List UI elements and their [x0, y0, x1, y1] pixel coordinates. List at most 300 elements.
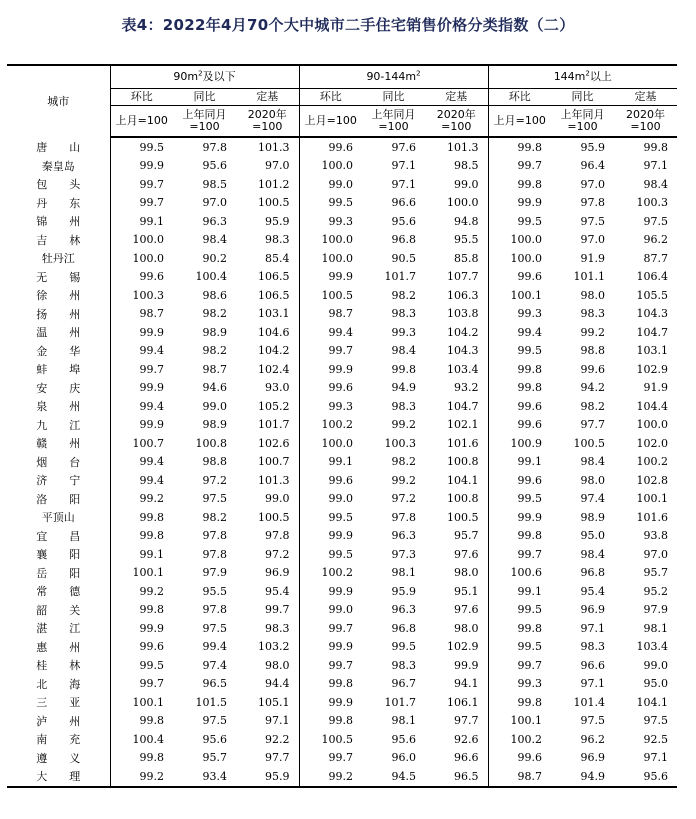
index-value: 97.8: [202, 603, 227, 617]
index-value: 106.5: [258, 270, 290, 284]
index-value: 91.9: [580, 251, 606, 265]
table-row: [7, 175, 677, 194]
index-value: 99.6: [488, 397, 551, 416]
index-value: 101.4: [573, 695, 606, 709]
index-value: 99.0: [643, 658, 669, 672]
city-name: 烟 台: [7, 453, 110, 472]
index-value: 99.7: [139, 677, 164, 691]
city-name: 三 亚: [7, 693, 110, 712]
index-value: 99.7: [265, 603, 290, 617]
index-value: 99.4: [139, 344, 164, 358]
index-value: 99.1: [488, 582, 551, 601]
index-value: 106.5: [258, 288, 290, 302]
index-value: 105.1: [258, 695, 290, 709]
index-value: 98.9: [202, 418, 227, 432]
index-value: 99.8: [643, 140, 669, 154]
index-value: 95.9: [236, 767, 299, 787]
index-value: 99.0: [299, 601, 362, 620]
index-value: 101.2: [258, 177, 290, 191]
index-value: 100.0: [488, 231, 551, 250]
index-value: 90.5: [391, 251, 416, 265]
table-title: 表4：2022年4月70个大中城市二手住宅销售价格分类指数（二）: [121, 16, 575, 34]
index-value: 100.8: [447, 492, 479, 506]
index-value: 101.3: [258, 473, 290, 487]
city-name: 惠 州: [7, 638, 110, 657]
index-value: 98.4: [580, 547, 606, 561]
table-row: [7, 508, 677, 527]
index-value: 97.2: [265, 547, 290, 561]
index-value: 99.3: [299, 397, 362, 416]
index-value: 98.4: [202, 233, 227, 247]
index-value: 99.2: [391, 418, 416, 432]
table-row: [7, 601, 677, 620]
index-value: 97.0: [580, 177, 606, 191]
index-value: 98.5: [454, 159, 479, 173]
index-value: 99.4: [202, 640, 227, 654]
index-value: 106.3: [447, 288, 479, 302]
index-value: 98.2: [202, 307, 227, 321]
index-value: 97.9: [202, 566, 227, 580]
table-row: [7, 286, 677, 305]
index-value: 107.7: [447, 270, 479, 284]
index-value: 106.1: [447, 695, 479, 709]
index-value: 99.9: [299, 527, 362, 546]
city-name: 襄 阳: [7, 545, 110, 564]
index-value: 102.0: [636, 436, 669, 450]
index-value: 99.7: [488, 157, 551, 176]
index-value: 100.2: [299, 564, 362, 583]
index-value: 95.5: [202, 584, 227, 598]
index-value: 98.1: [391, 714, 416, 728]
index-value: 95.1: [454, 584, 479, 598]
index-value: 99.7: [488, 545, 551, 564]
table-row: [7, 379, 677, 398]
index-value: 98.7: [299, 305, 362, 324]
index-value: 97.7: [454, 714, 479, 728]
index-value: 96.7: [391, 677, 416, 691]
index-value: 99.6: [299, 471, 362, 490]
index-value: 98.2: [202, 344, 227, 358]
index-value: 98.9: [580, 510, 606, 524]
index-value: 99.8: [139, 510, 164, 524]
index-value: 99.5: [488, 212, 551, 231]
index-value: 104.1: [447, 473, 479, 487]
index-value: 99.7: [299, 342, 362, 361]
index-value: 100.5: [258, 510, 290, 524]
index-value: 99.9: [139, 418, 164, 432]
index-value: 97.6: [391, 140, 416, 154]
index-value: 100.9: [488, 434, 551, 453]
city-name: 平顶山: [7, 508, 110, 527]
index-value: 96.0: [391, 751, 416, 765]
index-value: 103.2: [258, 640, 290, 654]
index-value: 99.8: [488, 527, 551, 546]
index-value: 100.2: [299, 416, 362, 435]
index-value: 100.0: [636, 418, 669, 432]
index-value: 99.9: [299, 582, 362, 601]
table-row: [7, 712, 677, 731]
index-value: 98.0: [454, 566, 479, 580]
index-value: 99.9: [299, 693, 362, 712]
index-value: 85.8: [454, 251, 479, 265]
index-value: 99.7: [299, 749, 362, 768]
table-row: [7, 638, 677, 657]
index-value: 99.8: [488, 175, 551, 194]
index-value: 99.8: [488, 360, 551, 379]
index-value: 99.9: [139, 621, 164, 635]
index-value: 100.0: [488, 249, 551, 268]
index-value: 94.1: [454, 677, 479, 691]
index-value: 99.0: [202, 399, 227, 413]
city-name: 九 江: [7, 416, 110, 435]
city-name: 无 锡: [7, 268, 110, 287]
city-column-header: 城市: [7, 65, 110, 137]
table-row: [7, 434, 677, 453]
index-value: 104.1: [636, 695, 669, 709]
index-value: 98.3: [265, 233, 290, 247]
city-name: 安 庆: [7, 379, 110, 398]
subcolumn-header: 定基: [614, 89, 677, 106]
subcolumn-header: 定基: [236, 89, 299, 106]
index-value: 97.1: [643, 751, 669, 765]
index-value: 99.0: [299, 175, 362, 194]
index-value: 100.2: [488, 730, 551, 749]
index-value: 97.8: [202, 529, 227, 543]
index-value: 97.5: [202, 621, 227, 635]
city-name: 济 宁: [7, 471, 110, 490]
index-value: 96.3: [391, 603, 416, 617]
index-value: 99.4: [139, 399, 164, 413]
city-name: 丹 东: [7, 194, 110, 213]
table-row: [7, 231, 677, 250]
index-value: 96.3: [202, 214, 227, 228]
index-value: 100.5: [258, 196, 290, 210]
city-name: 赣 州: [7, 434, 110, 453]
subcolumn-header: 同比: [551, 89, 614, 106]
table-row: [7, 268, 677, 287]
city-name: 金 华: [7, 342, 110, 361]
table-row: [7, 194, 677, 213]
index-value: 98.1: [391, 566, 416, 580]
index-value: 85.4: [265, 251, 290, 265]
index-value: 103.4: [447, 362, 479, 376]
index-value: 98.8: [580, 344, 606, 358]
index-value: 100.5: [299, 730, 362, 749]
index-value: 94.2: [580, 381, 606, 395]
index-value: 104.3: [636, 307, 669, 321]
index-value: 98.3: [391, 658, 416, 672]
index-value: 98.3: [391, 307, 416, 321]
index-value: 97.5: [580, 714, 606, 728]
city-name: 岳 阳: [7, 564, 110, 583]
index-value: 99.2: [299, 767, 362, 787]
index-value: 97.6: [454, 547, 479, 561]
index-value: 101.7: [384, 270, 416, 284]
index-value: 99.1: [488, 453, 551, 472]
index-value: 100.1: [636, 492, 669, 506]
index-value: 95.7: [202, 751, 227, 765]
city-name: 温 州: [7, 323, 110, 342]
index-value: 98.1: [643, 621, 669, 635]
group-header: $144m^2$以上: [488, 65, 677, 89]
index-value: 99.5: [488, 342, 551, 361]
index-value: 94.4: [265, 677, 290, 691]
index-value: 100.4: [132, 732, 164, 746]
subcolumn-header: 环比: [299, 89, 362, 106]
index-value: 96.9: [265, 566, 290, 580]
index-value: 98.3: [580, 640, 606, 654]
table-row: [7, 490, 677, 509]
index-value: 100.0: [299, 157, 362, 176]
index-value: 99.5: [299, 508, 362, 527]
index-value: 98.3: [391, 399, 416, 413]
city-name: 锦 州: [7, 212, 110, 231]
index-value: 96.2: [580, 732, 606, 746]
index-value: 98.6: [202, 288, 227, 302]
index-value: 97.1: [643, 159, 669, 173]
group-header: $90-144m^2$: [299, 65, 488, 89]
index-value: 95.9: [580, 140, 606, 154]
index-value: 97.7: [580, 418, 606, 432]
index-value: 99.9: [139, 159, 164, 173]
index-value: 97.5: [202, 492, 227, 506]
index-value: 99.3: [488, 305, 551, 324]
index-value: 99.6: [580, 362, 606, 376]
index-value: 99.8: [139, 529, 164, 543]
index-value: 100.0: [299, 249, 362, 268]
table-row: [7, 471, 677, 490]
index-value: 97.5: [643, 214, 669, 228]
index-value: 96.8: [580, 566, 606, 580]
index-value: 105.2: [258, 399, 290, 413]
index-value: 99.9: [139, 325, 164, 339]
table-row: [7, 675, 677, 694]
index-value: 99.2: [110, 767, 173, 787]
base-period-header: 2020年 =100: [425, 106, 488, 138]
city-name: 韶 关: [7, 601, 110, 620]
city-name: 秦皇岛: [7, 157, 110, 176]
index-value: 98.4: [580, 455, 606, 469]
table-row: [7, 730, 677, 749]
subcolumn-header: 同比: [173, 89, 236, 106]
index-value: 98.0: [580, 288, 606, 302]
index-value: 102.6: [258, 436, 290, 450]
index-value: 98.9: [202, 325, 227, 339]
index-value: 102.4: [258, 362, 290, 376]
index-value: 98.2: [202, 510, 227, 524]
city-name: 南 充: [7, 730, 110, 749]
index-value: 99.1: [139, 547, 164, 561]
index-value: 98.2: [580, 399, 606, 413]
index-value: 99.8: [139, 603, 164, 617]
subcolumn-header: 环比: [110, 89, 173, 106]
city-name: 宜 昌: [7, 527, 110, 546]
index-value: 97.2: [391, 492, 416, 506]
index-value: 100.7: [132, 436, 164, 450]
base-period-header: 2020年 =100: [614, 106, 677, 138]
city-name: 大 理: [7, 767, 110, 787]
index-value: 99.2: [139, 584, 164, 598]
index-value: 97.1: [265, 714, 290, 728]
index-value: 97.7: [265, 751, 290, 765]
index-value: 97.0: [202, 196, 227, 210]
index-value: 100.3: [384, 436, 416, 450]
index-value: 94.9: [391, 381, 416, 395]
index-value: 101.6: [447, 436, 479, 450]
table-header: [7, 65, 677, 137]
index-value: 97.9: [643, 603, 669, 617]
index-value: 98.3: [265, 621, 290, 635]
index-value: 96.9: [580, 751, 606, 765]
index-value: 104.4: [636, 399, 669, 413]
index-value: 98.7: [139, 307, 164, 321]
index-value: 106.4: [636, 270, 669, 284]
table-row: [7, 157, 677, 176]
index-value: 100.3: [636, 196, 669, 210]
index-value: 97.1: [580, 677, 606, 691]
index-value: 98.7: [488, 767, 551, 787]
index-value: 92.5: [643, 732, 669, 746]
index-value: 97.4: [580, 492, 606, 506]
index-value: 99.6: [488, 749, 551, 768]
index-value: 96.8: [391, 621, 416, 635]
index-value: 99.9: [299, 638, 362, 657]
index-value: 93.8: [643, 529, 669, 543]
index-value: 100.3: [132, 288, 164, 302]
table-row: [7, 527, 677, 546]
index-value: 95.2: [643, 584, 669, 598]
index-value: 99.0: [454, 177, 479, 191]
index-value: 101.5: [195, 695, 227, 709]
index-value: 99.7: [299, 619, 362, 638]
index-value: 99.5: [299, 545, 362, 564]
table-row: [7, 619, 677, 638]
index-value: 98.4: [643, 177, 669, 191]
index-value: 99.6: [139, 640, 164, 654]
index-value: 99.5: [488, 601, 551, 620]
index-value: 98.3: [580, 307, 606, 321]
index-value: 94.9: [551, 767, 614, 787]
index-value: 104.2: [447, 325, 479, 339]
index-value: 95.9: [265, 214, 290, 228]
index-value: 100.5: [573, 436, 606, 450]
index-value: 93.2: [454, 381, 479, 395]
index-value: 101.3: [258, 140, 290, 154]
base-period-header: 2020年 =100: [236, 106, 299, 138]
index-value: 99.7: [488, 656, 551, 675]
index-value: 99.2: [391, 473, 416, 487]
index-value: 100.4: [195, 270, 227, 284]
index-value: 104.7: [636, 325, 669, 339]
index-value: 99.9: [488, 508, 551, 527]
index-value: 87.7: [643, 251, 669, 265]
index-value: 99.6: [299, 137, 362, 157]
index-value: 97.1: [391, 177, 416, 191]
index-value: 96.3: [391, 529, 416, 543]
index-value: 94.5: [362, 767, 425, 787]
index-value: 99.8: [488, 693, 551, 712]
index-value: 99.8: [299, 712, 362, 731]
table-row: [7, 323, 677, 342]
table-row: [7, 564, 677, 583]
index-value: 99.6: [139, 270, 164, 284]
index-value: 97.8: [391, 510, 416, 524]
index-value: 94.6: [202, 381, 227, 395]
index-value: 95.4: [265, 584, 290, 598]
table-row: [7, 749, 677, 768]
index-value: 99.0: [265, 492, 290, 506]
index-value: 95.4: [580, 584, 606, 598]
base-period-header: 上月=100: [110, 106, 173, 138]
index-value: 100.0: [132, 233, 164, 247]
index-value: 95.5: [454, 233, 479, 247]
index-value: 99.9: [139, 381, 164, 395]
index-value: 94.8: [454, 214, 479, 228]
index-value: 99.5: [488, 638, 551, 657]
index-value: 99.3: [299, 212, 362, 231]
index-value: 90.2: [202, 251, 227, 265]
index-value: 99.8: [488, 379, 551, 398]
index-value: 95.6: [614, 767, 677, 787]
index-value: 95.9: [391, 584, 416, 598]
base-period-header: 上年同月 =100: [362, 106, 425, 138]
table-row: [7, 693, 677, 712]
index-value: 101.1: [573, 270, 606, 284]
index-value: 103.1: [258, 307, 290, 321]
index-value: 97.8: [580, 196, 606, 210]
index-value: 97.5: [580, 214, 606, 228]
index-value: 99.8: [139, 751, 164, 765]
city-name: 唐 山: [7, 137, 110, 157]
index-value: 97.6: [454, 603, 479, 617]
index-value: 99.4: [139, 455, 164, 469]
city-name: 扬 州: [7, 305, 110, 324]
index-value: 97.0: [580, 233, 606, 247]
index-value: 100.1: [488, 286, 551, 305]
city-name: 蚌 埠: [7, 360, 110, 379]
index-value: 99.8: [488, 619, 551, 638]
group-header: $90m^2$及以下: [110, 65, 299, 89]
index-value: 100.0: [299, 434, 362, 453]
index-value: 99.8: [488, 137, 551, 157]
index-value: 96.6: [454, 751, 479, 765]
table-row: [7, 453, 677, 472]
index-value: 99.5: [488, 490, 551, 509]
table-row: [7, 656, 677, 675]
table-row: [7, 137, 677, 157]
subcolumn-header: 定基: [425, 89, 488, 106]
index-value: 104.6: [258, 325, 290, 339]
index-value: 93.0: [265, 381, 290, 395]
index-value: 100.1: [132, 695, 164, 709]
index-value: 92.6: [454, 732, 479, 746]
index-value: 99.4: [488, 323, 551, 342]
index-value: 98.2: [391, 288, 416, 302]
index-value: 99.6: [488, 268, 551, 287]
index-value: 100.8: [195, 436, 227, 450]
index-value: 100.7: [258, 455, 290, 469]
index-value: 96.6: [391, 196, 416, 210]
index-value: 102.9: [447, 640, 479, 654]
index-value: 103.1: [636, 344, 669, 358]
table-row: [7, 767, 677, 787]
index-value: 98.0: [580, 473, 606, 487]
city-name: 牡丹江: [7, 249, 110, 268]
index-value: 100.8: [447, 455, 479, 469]
index-value: 99.5: [139, 658, 164, 672]
index-value: 99.0: [299, 490, 362, 509]
index-value: 97.8: [265, 529, 290, 543]
